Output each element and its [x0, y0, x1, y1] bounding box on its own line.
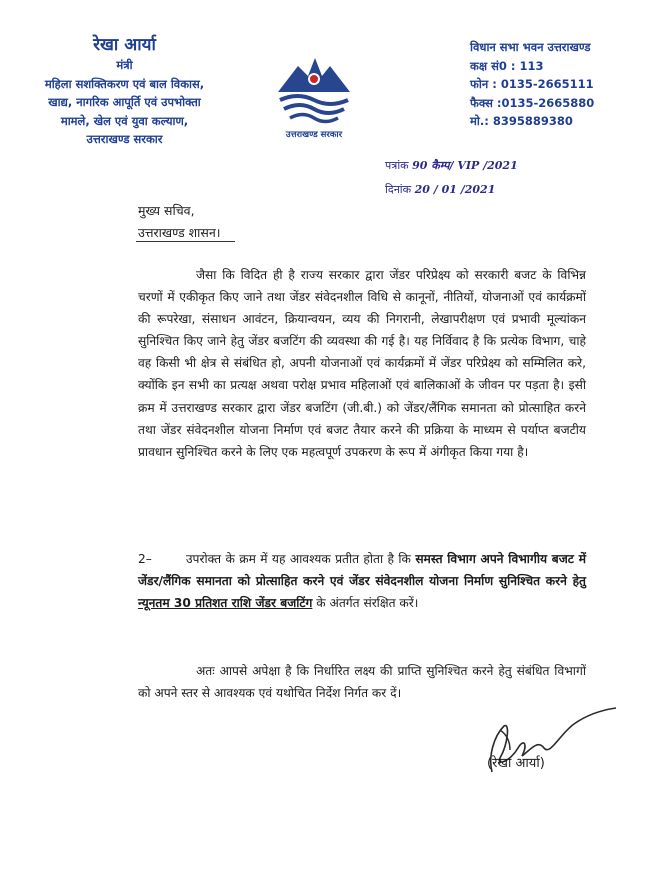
reference-number [385, 158, 585, 173]
portfolio-line: खाद्य, नागरिक आपूर्ति एवं उपभोक्ता [48, 95, 201, 109]
contact-block [470, 38, 642, 131]
signatory-name: (रेखा आर्या) [487, 756, 545, 771]
paragraph-2-end: के अंतर्गत संरक्षित करें। [316, 596, 419, 611]
dinank-label: दिनांक [385, 183, 412, 196]
patrank-value: 90 कैम्प/ VIP /2021 [412, 159, 518, 172]
dinank-value: 20 / 01 /2021 [414, 183, 496, 196]
portfolio-line: उत्तराखण्ड सरकार [86, 132, 163, 146]
paragraph-2-intro: उपरोक्त के क्रम में यह आवश्यक प्रतीत होता है कि [185, 552, 411, 566]
addressee-office: उत्तराखण्ड शासन। [138, 225, 221, 240]
logo-caption: उत्तराखण्ड सरकार [285, 130, 343, 140]
minister-name: रेखा आर्या [93, 35, 156, 55]
paragraph-1 [138, 264, 586, 463]
office-address: विधान सभा भवन उत्तराखण्ड [470, 40, 591, 54]
minister-title: मंत्री [116, 58, 133, 72]
paragraph-2-underlined: न्यूनतम 30 प्रतिशत राशि जेंडर बजटिंग [138, 596, 313, 611]
paragraph-1-text: जैसा कि विदित ही है राज्य सरकार द्वारा जेंडर परिप्रेक्ष्य को सरकारी बजट के विभिन्न चरणों में एकीकृत किए जाने तथा जेंडर संवेदनशील विधि से कानूनों, नीतियों, योजनाओं एवं कार्यक्रमों की रूपरेखा, संसाधन आवंटन, क्रियान्वयन, व्यय की निगरानी, लेखापरीक्षण एवं प्रभावी मूल्यांकन सुनिश्चित किए जाने हेतु जेंडर बजटिंग की व्यवस्था की गई है। यह निर्विवाद है कि प्रत्येक विभाग, चाहे वह किसी भी क्षेत्र से संबंधित हो, अपनी योजनाओं एवं कार्यक्रमों में जेंडर परिप्रेक्ष्य को सम्मिलित करे, क्योंकि इन सभी का प्रत्यक्ष अथवा परोक्ष प्रभाव महिलाओं एवं बालिकाओं के जीवन पर पड़ता है। इसी क्रम में उत्तराखण्ड सरकार द्वारा जेंडर बजटिंग (जी.बी.) को जेंडर/लैंगिक समानता को प्रोत्साहित करने तथा जेंडर संवेदनशील योजना निर्माण एवं बजट तैयार करने की प्रक्रिया के माध्यम से पर्याप्त बजटीय प्रावधान सुनिश्चित करने के लिए एक महत्वपूर्ण उपकरण के रूप में अंगीकृत किया गया है। [138, 268, 586, 459]
paragraph-2-bold: समस्त विभाग अपने विभागीय बजट में जेंडर/लैंगिक समानता को प्रोत्साहित करने एवं जेंडर संवेदनशील योजना निर्माण सुनिश्चित करने हेतु [138, 552, 586, 589]
signature-mark [470, 704, 620, 784]
mobile-number: मो.: 8395889380 [470, 114, 573, 128]
patrank-label: पत्रांक [385, 159, 409, 172]
portfolio-line: महिला सशक्तिकरण एवं बाल विकास, [44, 76, 205, 91]
paragraph-2 [138, 548, 586, 614]
phone-number: फोन : 0135-2665111 [470, 77, 594, 91]
paragraph-3 [138, 660, 586, 704]
paragraph-number: 2– [138, 552, 152, 566]
addressee-title: मुख्य सचिव, [138, 203, 195, 218]
minister-block [12, 34, 237, 149]
portfolio-line: मामले, खेल एवं युवा कल्याण, [60, 113, 189, 128]
paragraph-3-text: अतः आपसे अपेक्षा है कि निर्धारित लक्ष्य की प्राप्ति सुनिश्चित करने हेतु संबंधित विभागों को अपने स्तर से आवश्यक एवं यथोचित निर्देश निर्गत कर दें। [138, 664, 586, 701]
addressee-underline [136, 241, 235, 242]
room-number: कक्ष सं0 : 113 [470, 58, 544, 73]
fax-number: फैक्स :0135-2665880 [470, 95, 595, 110]
reference-date [385, 182, 585, 197]
